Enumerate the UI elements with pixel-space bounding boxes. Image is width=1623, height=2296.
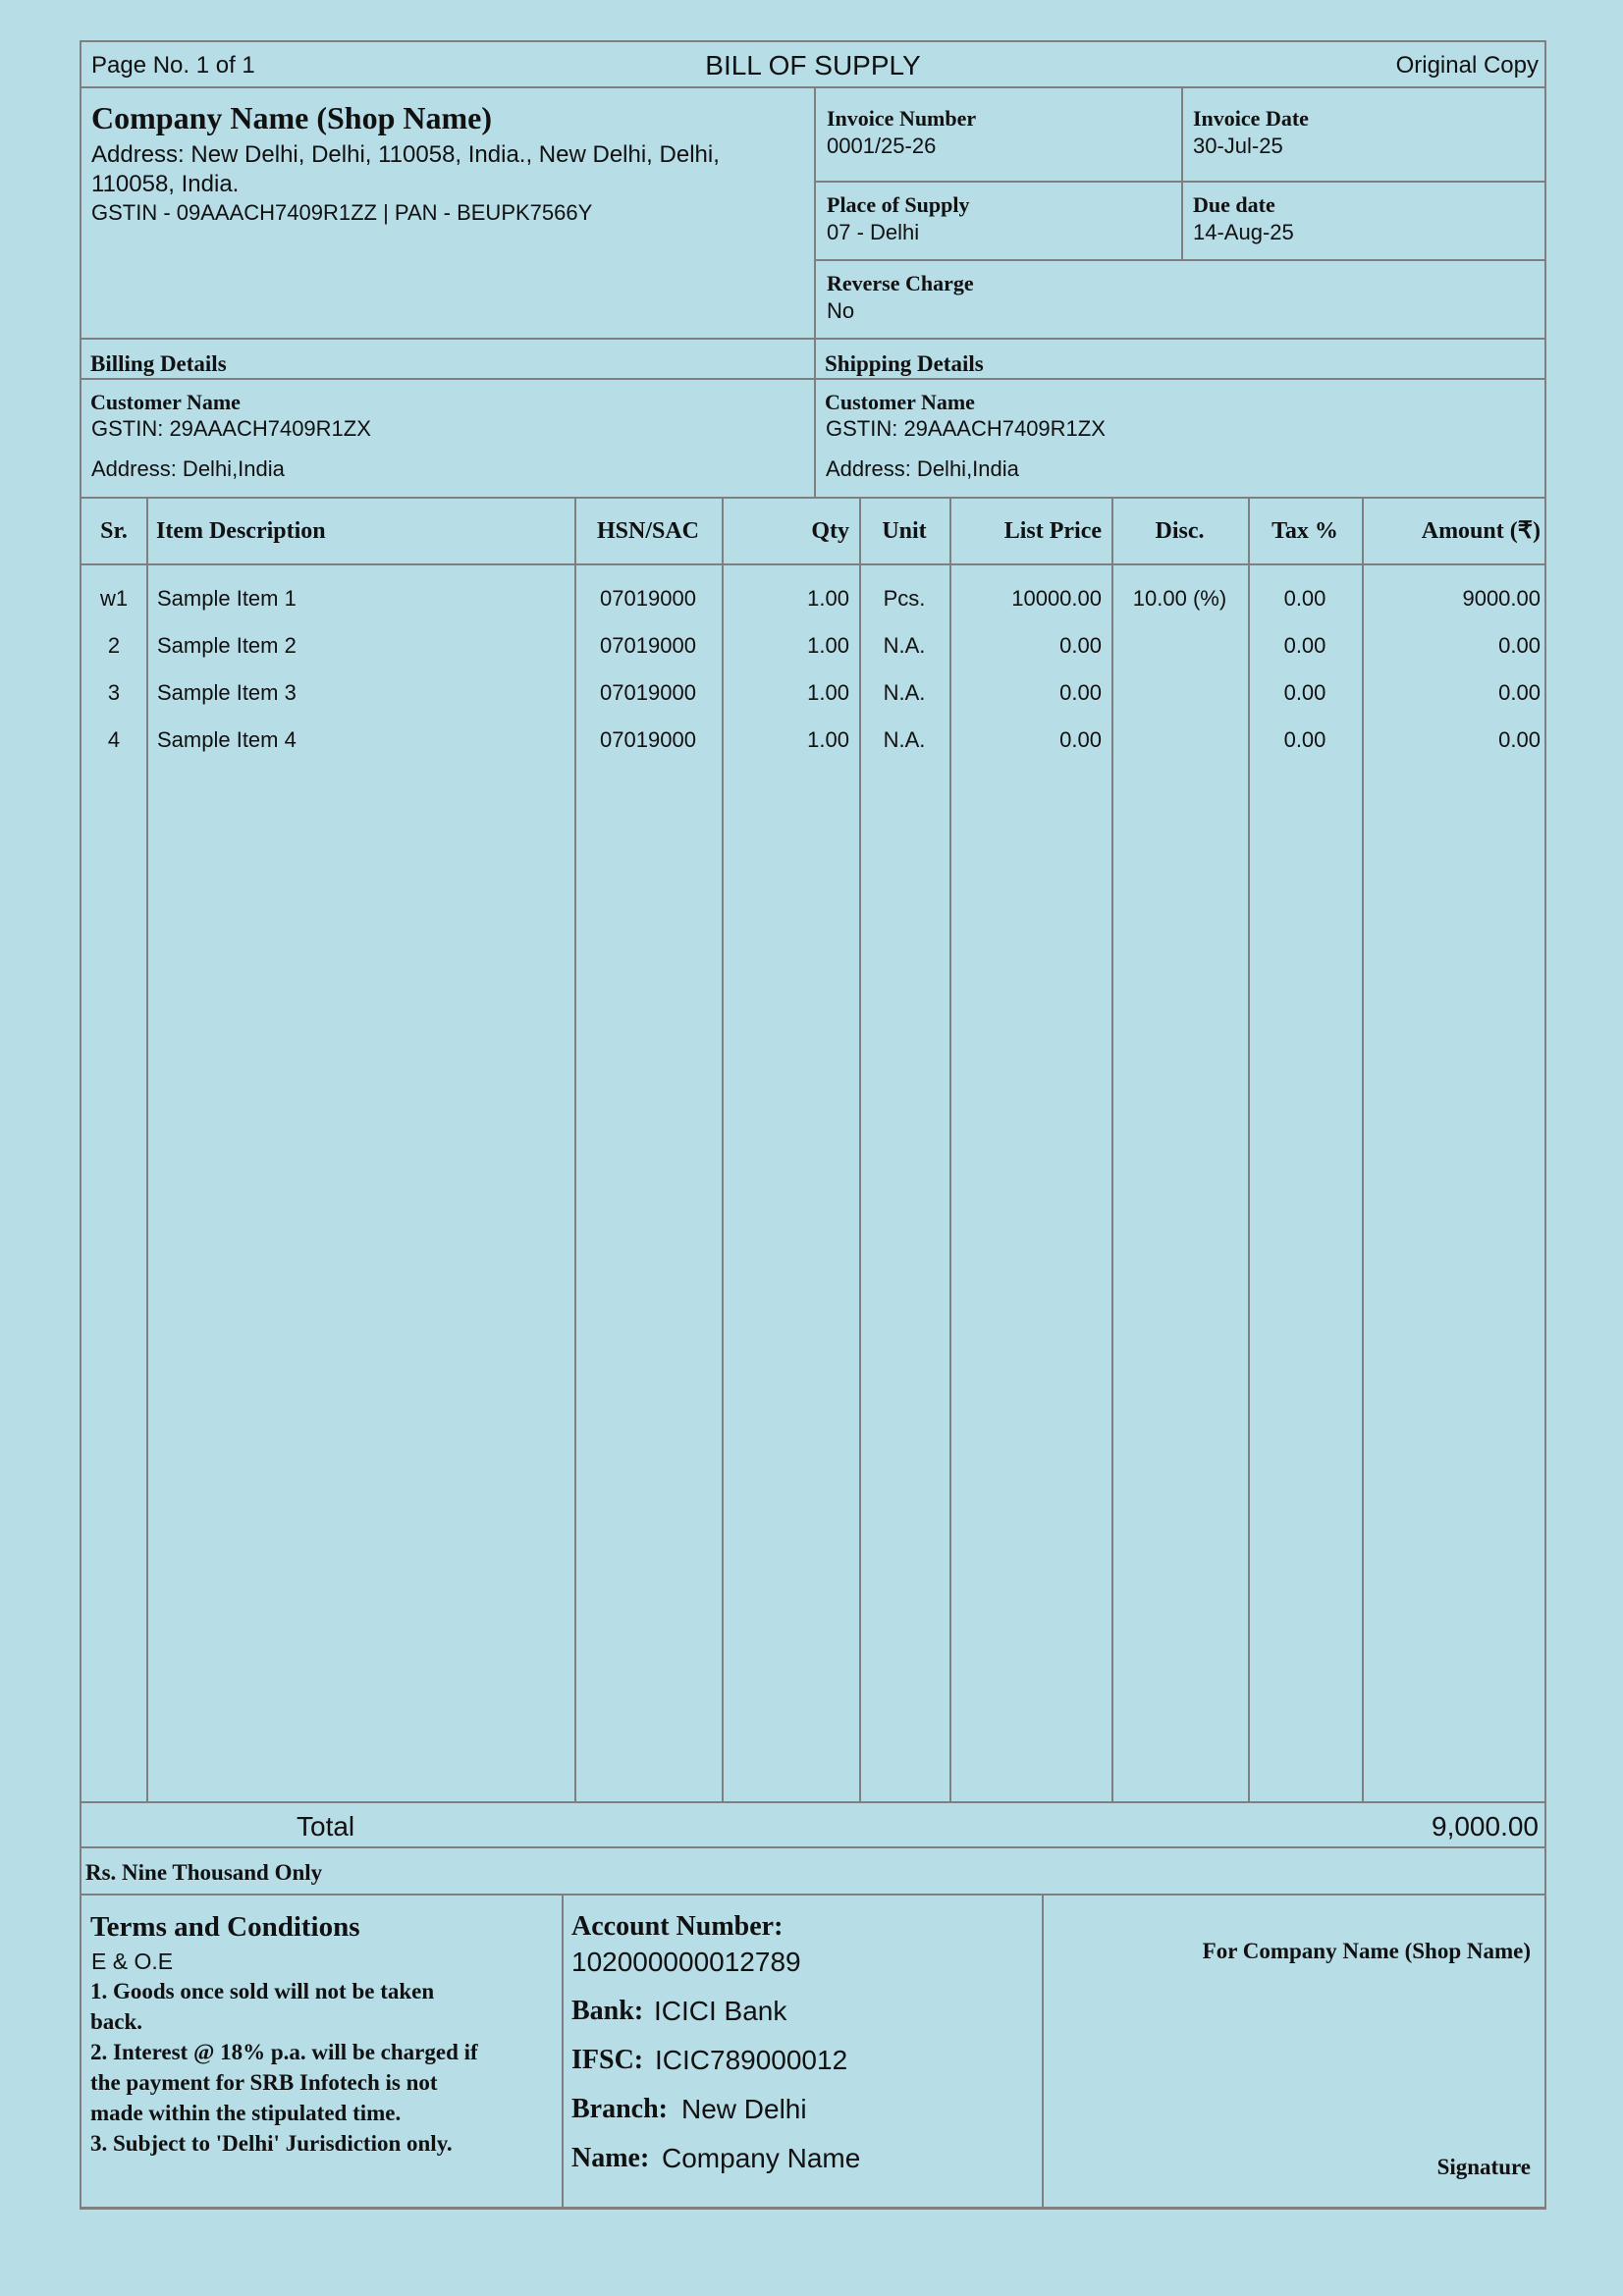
col-header-tax: Tax % <box>1271 518 1338 544</box>
shipping-title: Shipping Details <box>825 351 984 376</box>
place-of-supply-value: 07 - Delhi <box>827 220 920 244</box>
row-sr: 3 <box>107 680 121 705</box>
row-tax: 0.00 <box>1283 633 1326 658</box>
ifsc-label: IFSC: <box>571 2045 644 2075</box>
billing-shipping-section <box>80 338 1546 499</box>
branch-value: New Delhi <box>681 2094 807 2124</box>
row-description: Sample Item 1 <box>157 586 297 611</box>
row-list-price: 0.00 <box>1059 633 1102 658</box>
col-header-amount: Amount (₹) <box>1421 518 1541 544</box>
col-header-hsn: HSN/SAC <box>596 518 700 544</box>
row-qty: 1.00 <box>807 633 849 658</box>
bank-name-label: Bank: <box>571 1996 644 2026</box>
reverse-charge-value: No <box>827 298 855 323</box>
row-unit: N.A. <box>883 633 926 658</box>
footer-section <box>80 1894 1546 2210</box>
shipping-address: Address: Delhi,India <box>826 456 1019 481</box>
invoice-document <box>80 40 1546 2214</box>
row-unit: N.A. <box>883 680 926 705</box>
invoice-header-bar <box>80 40 1546 88</box>
table-row <box>81 583 1544 614</box>
reverse-charge-label: Reverse Charge <box>827 271 974 295</box>
col-header-list-price: List Price <box>1003 518 1102 544</box>
row-amount: 0.00 <box>1498 633 1541 658</box>
signature-for-label: For Company Name (Shop Name) <box>1202 1939 1531 1963</box>
terms-line: the payment for SRB Infotech is not <box>90 2070 438 2095</box>
col-header-sr: Sr. <box>100 518 128 544</box>
row-hsn: 07019000 <box>600 586 696 611</box>
row-sr: w1 <box>99 586 129 611</box>
row-sr: 2 <box>107 633 121 658</box>
page-number: Page No. 1 of 1 <box>91 52 255 79</box>
row-tax: 0.00 <box>1283 586 1326 611</box>
table-row <box>81 724 1544 756</box>
row-list-price: 0.00 <box>1059 680 1102 705</box>
shipping-customer-name: Customer Name <box>825 390 975 414</box>
company-tax-ids: GSTIN - 09AAACH7409R1ZZ | PAN - BEUPK7566Y <box>91 200 593 225</box>
invoice-date-value: 30-Jul-25 <box>1193 133 1283 158</box>
row-discount: 10.00 (%) <box>1132 586 1227 611</box>
terms-line: back. <box>90 2009 143 2034</box>
invoice-date-label: Invoice Date <box>1193 106 1309 131</box>
account-number-label: Account Number: <box>571 1911 784 1942</box>
shipping-gstin: GSTIN: 29AAACH7409R1ZX <box>826 416 1106 441</box>
table-row <box>81 677 1544 709</box>
row-unit: Pcs. <box>883 586 926 611</box>
row-hsn: 07019000 <box>600 633 696 658</box>
terms-line: made within the stipulated time. <box>90 2101 402 2125</box>
row-hsn: 07019000 <box>600 727 696 752</box>
document-type-title: BILL OF SUPPLY <box>705 50 921 80</box>
billing-address: Address: Delhi,India <box>91 456 285 481</box>
place-of-supply-label: Place of Supply <box>827 192 970 217</box>
account-name-label: Name: <box>571 2143 650 2173</box>
company-name: Company Name (Shop Name) <box>91 100 492 135</box>
row-qty: 1.00 <box>807 586 849 611</box>
row-list-price: 10000.00 <box>1011 586 1102 611</box>
amount-in-words: Rs. Nine Thousand Only <box>85 1860 323 1885</box>
copy-label: Original Copy <box>1395 52 1539 79</box>
row-qty: 1.00 <box>807 680 849 705</box>
row-sr: 4 <box>107 727 121 752</box>
row-list-price: 0.00 <box>1059 727 1102 752</box>
row-discount <box>1111 724 1248 756</box>
row-amount: 0.00 <box>1498 680 1541 705</box>
row-unit: N.A. <box>883 727 926 752</box>
row-tax: 0.00 <box>1283 680 1326 705</box>
due-date-label: Due date <box>1193 192 1275 217</box>
row-discount <box>1111 630 1248 662</box>
terms-line: 2. Interest @ 18% p.a. will be charged if <box>90 2040 478 2064</box>
branch-label: Branch: <box>571 2094 668 2124</box>
account-name-value: Company Name <box>662 2143 861 2173</box>
company-address-line1: Address: New Delhi, Delhi, 110058, India., New Delhi, Delhi, <box>91 141 720 168</box>
terms-line: 1. Goods once sold will not be taken <box>90 1979 435 2003</box>
account-number-value: 102000000012789 <box>571 1947 801 1977</box>
table-row <box>81 630 1544 662</box>
col-header-qty: Qty <box>811 518 849 544</box>
row-qty: 1.00 <box>807 727 849 752</box>
row-discount <box>1111 677 1248 709</box>
billing-gstin: GSTIN: 29AAACH7409R1ZX <box>91 416 371 441</box>
terms-eoe: E & O.E <box>91 1949 174 1974</box>
col-header-discount: Disc. <box>1155 518 1205 544</box>
col-header-description: Item Description <box>156 518 326 544</box>
row-amount: 9000.00 <box>1462 586 1541 611</box>
company-address-line2: 110058, India. <box>91 171 240 197</box>
row-description: Sample Item 3 <box>157 680 297 705</box>
signature-label: Signature <box>1436 2155 1531 2179</box>
items-table <box>80 497 1546 1803</box>
due-date-value: 14-Aug-25 <box>1193 220 1294 244</box>
row-tax: 0.00 <box>1283 727 1326 752</box>
row-hsn: 07019000 <box>600 680 696 705</box>
col-header-unit: Unit <box>882 518 927 544</box>
bank-name-value: ICICI Bank <box>654 1996 787 2026</box>
total-amount: 9,000.00 <box>1432 1811 1539 1842</box>
invoice-number-label: Invoice Number <box>827 106 977 131</box>
billing-customer-name: Customer Name <box>90 390 241 414</box>
company-and-meta-section <box>80 86 1546 380</box>
ifsc-value: ICIC789000012 <box>655 2045 848 2075</box>
terms-line: 3. Subject to 'Delhi' Jurisdiction only. <box>90 2131 453 2156</box>
row-description: Sample Item 4 <box>157 727 297 752</box>
total-label: Total <box>297 1811 355 1842</box>
total-row <box>80 1801 1546 1848</box>
terms-title: Terms and Conditions <box>90 1911 360 1943</box>
row-description: Sample Item 2 <box>157 633 297 658</box>
billing-title: Billing Details <box>90 351 227 376</box>
invoice-number-value: 0001/25-26 <box>827 133 937 158</box>
row-amount: 0.00 <box>1498 727 1541 752</box>
amount-in-words-row <box>80 1846 1546 1896</box>
